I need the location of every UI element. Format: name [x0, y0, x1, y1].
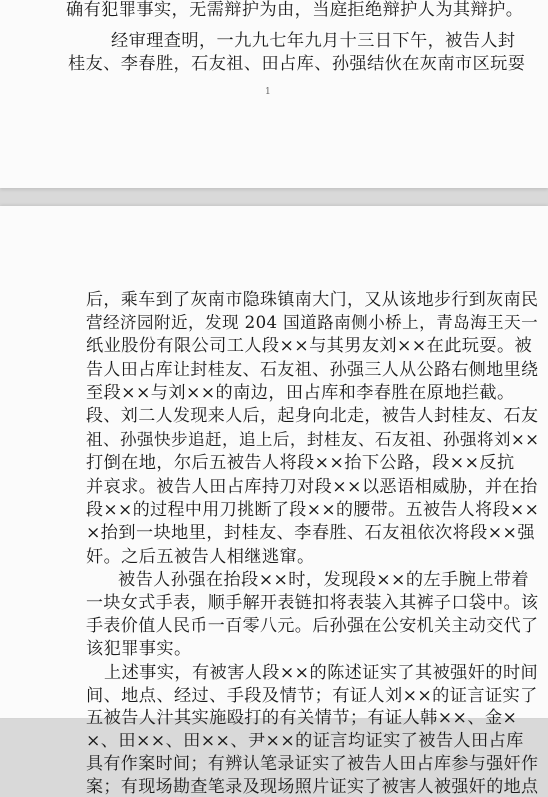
- text-line: 并哀求。被告人田占库持刀对段××以恶语相威胁，并在抬: [86, 477, 538, 497]
- text-line: 手表价值人民币一百零八元。后孙强在公安机关主动交代了: [86, 616, 539, 636]
- document-page-bottom: [0, 206, 548, 797]
- text-line: 奸。之后五被告人相继逃窜。: [86, 547, 315, 567]
- text-line: 至段××与刘××的南边，田占库和李春胜在原地拦截。: [86, 383, 515, 403]
- text-line: 告人田占库让封桂友、石友祖、孙强三人从公路右侧地里绕: [86, 360, 539, 380]
- text-line: 桂友、李春胜，石友祖、田占库、孙强结伙在灰南市区玩耍: [68, 54, 526, 74]
- text-line: 该犯罪事实。: [86, 639, 192, 659]
- document-page-top: [0, 0, 548, 188]
- text-line: 间、地点、经过、手段及情节；有证人刘××的证言证实了: [86, 686, 538, 706]
- text-line: 确有犯罪事实，无需辩护为由，当庭拒绝辩护人为其辩护。: [66, 0, 524, 20]
- text-line: 祖、孙强快步追赶，追上后，封桂友、石友祖、孙强将刘××: [86, 430, 540, 449]
- text-line: 五被告人汁其实施殴打的有关情节；有证人韩××、金×: [86, 708, 518, 728]
- text-line: 经审理查明，一九九七年九月十三日下午，被告人封: [111, 31, 516, 51]
- text-line: 纸业股份有限公司工人段××与其男友刘××在此玩耍。被: [86, 336, 533, 356]
- text-line: 营经济园附近，发现 204 国道路南侧小桥上，青岛海王天一: [86, 313, 539, 332]
- text-line: 段××的过程中用刀挑断了段××的腰带。五被告人将段××: [86, 500, 540, 520]
- page-mark: 1: [265, 87, 271, 97]
- text-line: ×抬到一块地里，封桂友、李春胜、石友祖依次将段××强: [86, 523, 535, 543]
- text-line: 案；有现场勘查笔录及现场照片证实了被害人被强奸的地点: [86, 777, 539, 797]
- text-line: 上述事实，有被害人段××的陈述证实了其被强奸的时间: [104, 663, 539, 683]
- text-line: 具有作案时间；有辨认笔录证实了被告人田占库参与强奸作: [86, 754, 539, 774]
- text-line: ×、田××、田××、尹××的证言均证实了被告人田占库: [86, 731, 524, 751]
- text-line: 后，乘车到了灰南市隐珠镇南大门，又从该地步行到灰南民: [86, 290, 539, 310]
- text-line: 被告人孙强在抬段××时，发现段××的左手腕上带着: [118, 570, 529, 590]
- text-line: 段、刘二人发现来人后，起身向北走，被告人封桂友、石友: [86, 406, 539, 426]
- text-line: 一块女式手表，顺手解开表链扣将表装入其裤子口袋中。该: [86, 593, 539, 613]
- text-line: 打倒在地，尔后五被告人将段××抬下公路，段××反抗: [86, 453, 515, 473]
